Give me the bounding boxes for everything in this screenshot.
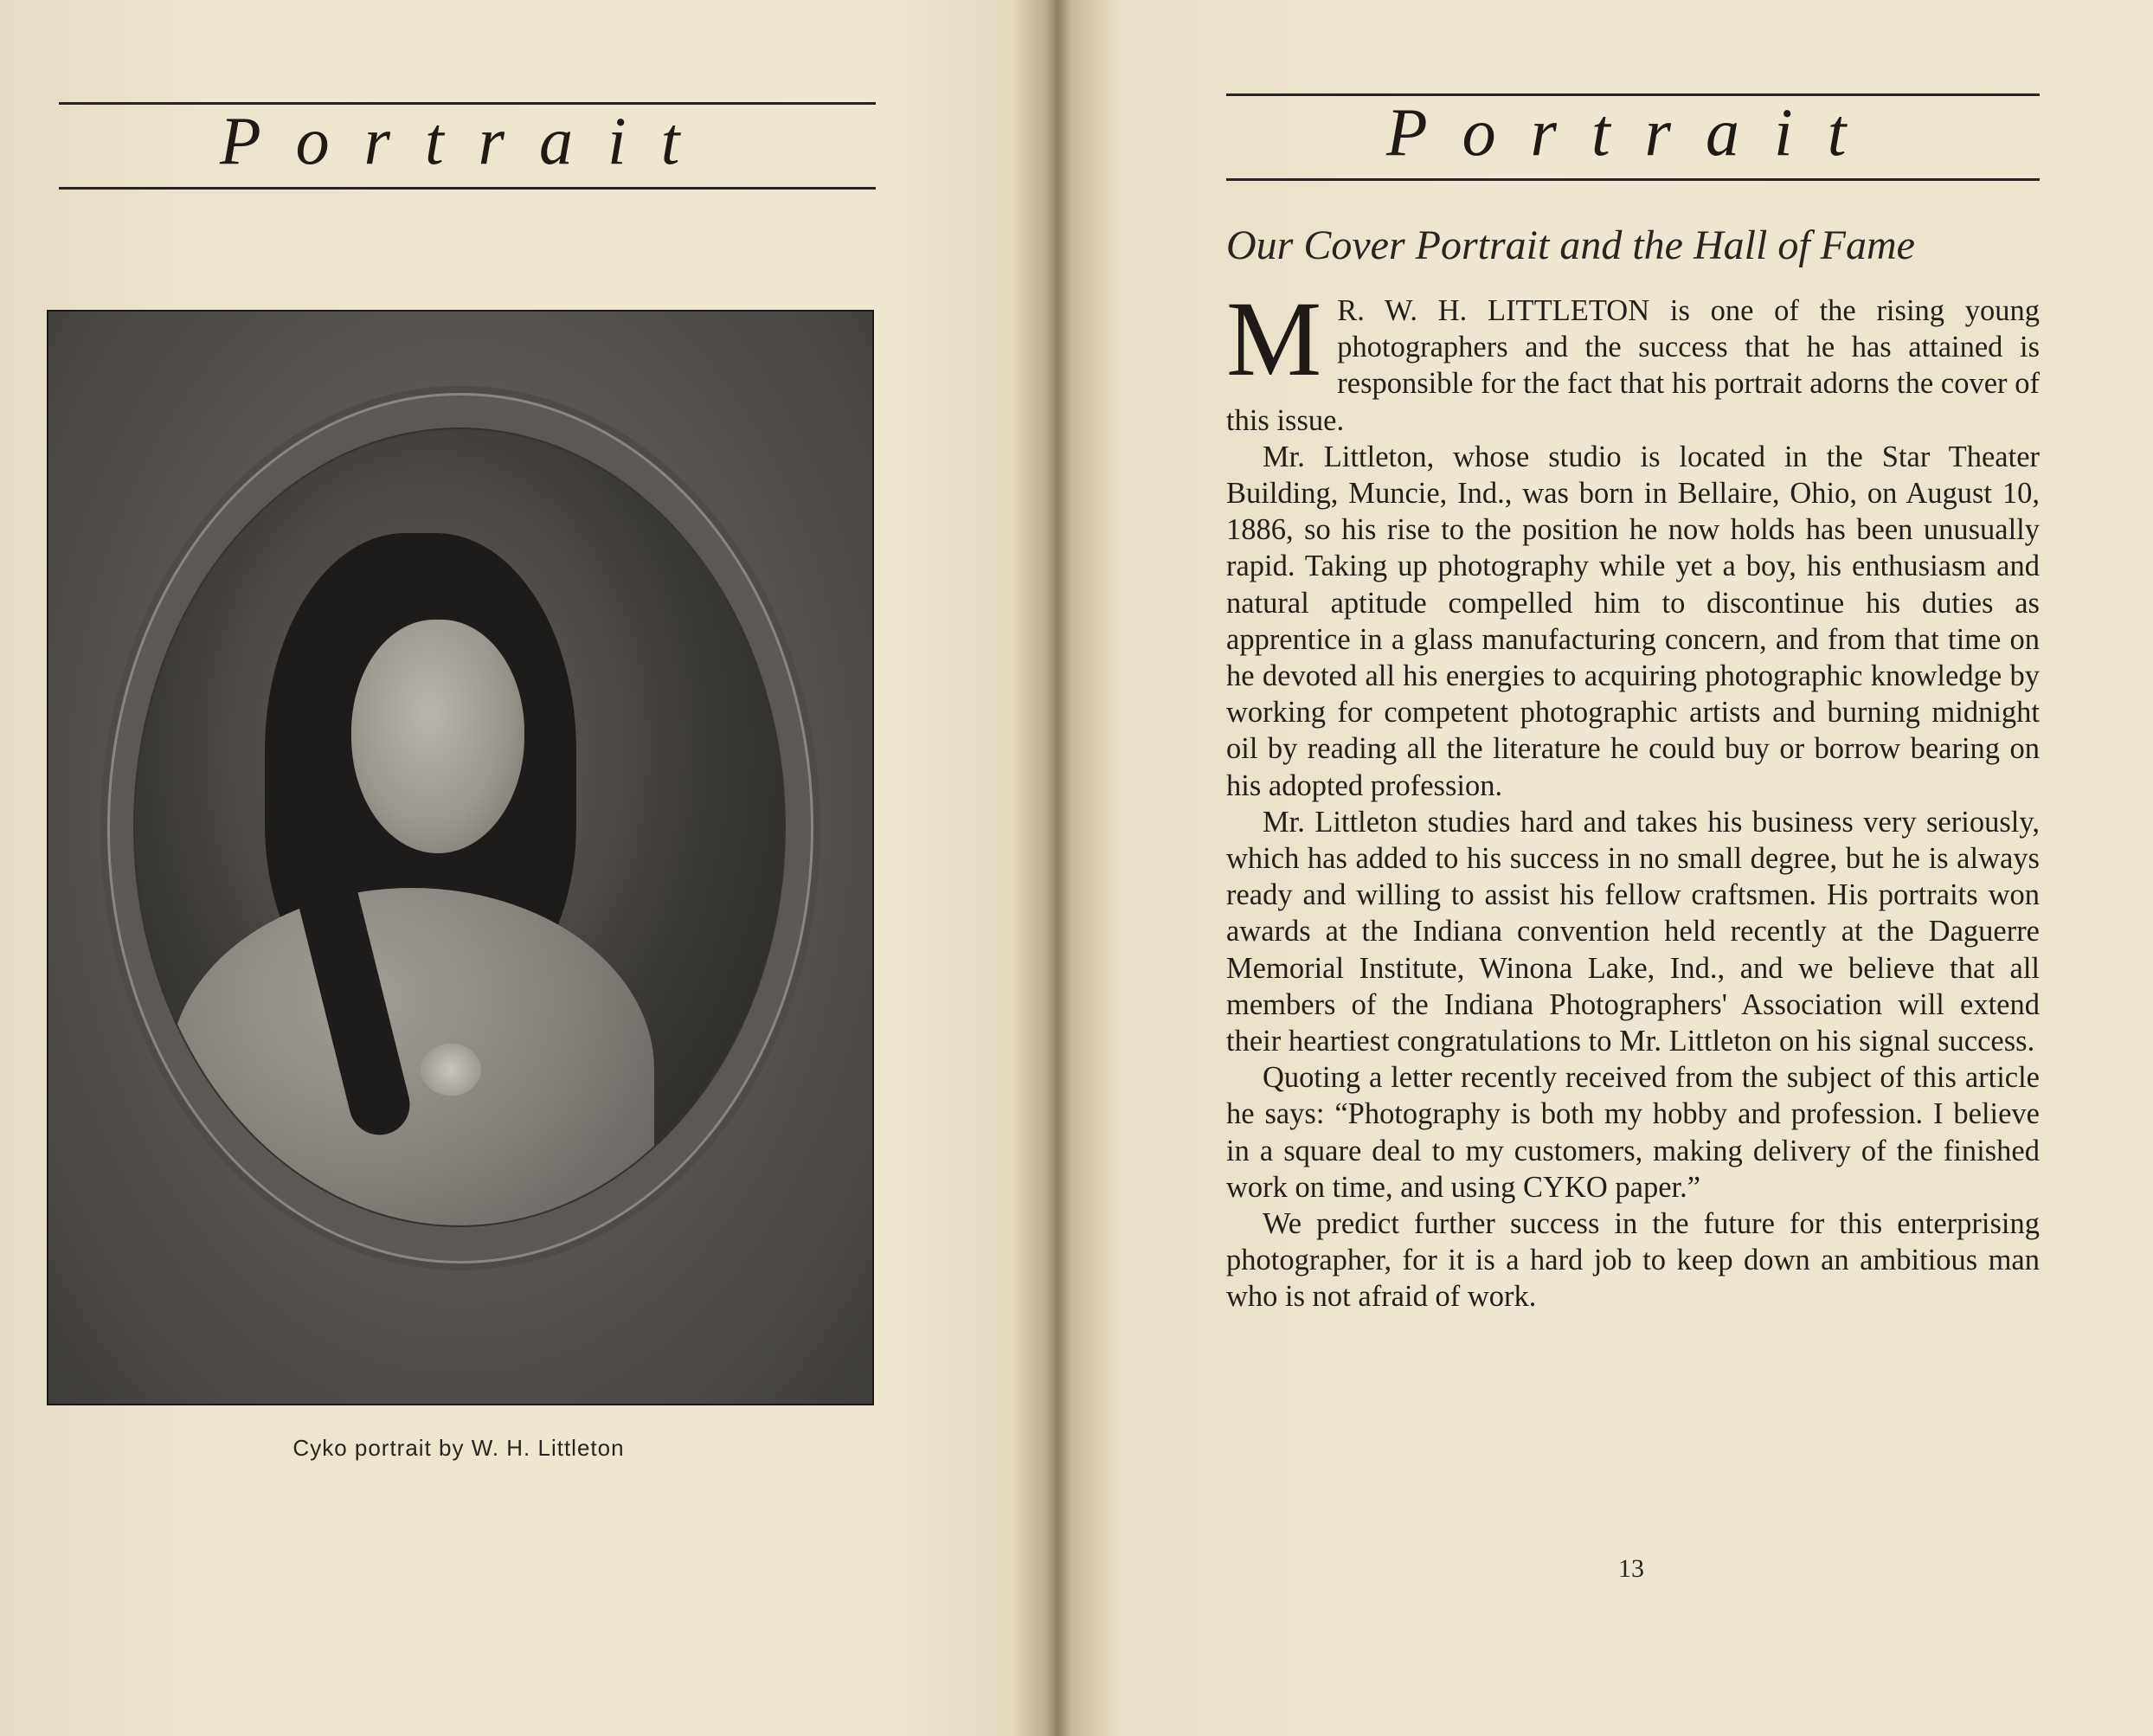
header-bottom-rule <box>1226 178 2040 181</box>
article-body <box>1226 280 2040 1315</box>
left-header-title: Portrait <box>220 103 715 178</box>
oval-portrait <box>133 428 786 1227</box>
article-paragraph <box>1226 280 2040 439</box>
portrait-shoulders <box>170 888 654 1227</box>
article-paragraph: Mr. Littleton studies hard and takes his business very seriously, which has added to his success in no small degree, but he is always ready and willing to assist his fellow craftsmen. His portraits won awards at the Indiana convention held recently at the Daguerre Memorial Institute, Winona Lake, Ind., and we believe that all members of the Indiana Photographers' Association will extend their heartiest congratulations to Mr. Littleton on his signal success. <box>1226 805 2040 1058</box>
header-bottom-rule <box>59 187 876 190</box>
photo-caption: Cyko portrait by W. H. Littleton <box>292 1435 625 1461</box>
portrait-photograph <box>47 310 874 1405</box>
article-title: Our Cover Portrait and the Hall of Fame <box>1226 222 1915 268</box>
right-header-title: Portrait <box>1386 94 1881 170</box>
drop-cap: M <box>1226 280 1322 398</box>
left-page <box>0 0 1038 1736</box>
article-paragraph: Quoting a letter recently received from the subject of this article he says: “Photography is both my hobby and profession. I believe in a square deal to my customers, making delivery of the finished work on time, and using CYKO paper.” <box>1226 1061 2040 1204</box>
article-paragraph: Mr. Littleton, whose studio is located in the Star Theater Building, Muncie, Ind., was born in Bellaire, Ohio, on August 10, 1886, so his rise to the position he now holds has been unusually rapid. Taking up photography while yet a boy, his enthusiasm and natural aptitude compelled him to discontinue his duties as apprentice in a glass manufacturing concern, and from that time on he devoted all his energies to acquiring photographic knowledge by working for competent photographic artists and burning midnight oil by reading all the literature he could buy or borrow bearing on his adopted profession. <box>1226 440 2040 802</box>
page-number: 13 <box>1618 1554 1644 1583</box>
paragraph-text: R. W. H. LITTLETON is one of the rising young photographers and the success that he has attained is responsible for the fact that his portrait adorns the cover of this issue. <box>1226 294 2040 437</box>
article-paragraph: We predict further success in the future for this enterprising photographer, for it is a hard job to keep down an ambitious man who is not afraid of work. <box>1226 1207 2040 1314</box>
portrait-rose <box>421 1044 481 1096</box>
portrait-face <box>351 620 524 853</box>
right-page <box>1073 0 2153 1736</box>
